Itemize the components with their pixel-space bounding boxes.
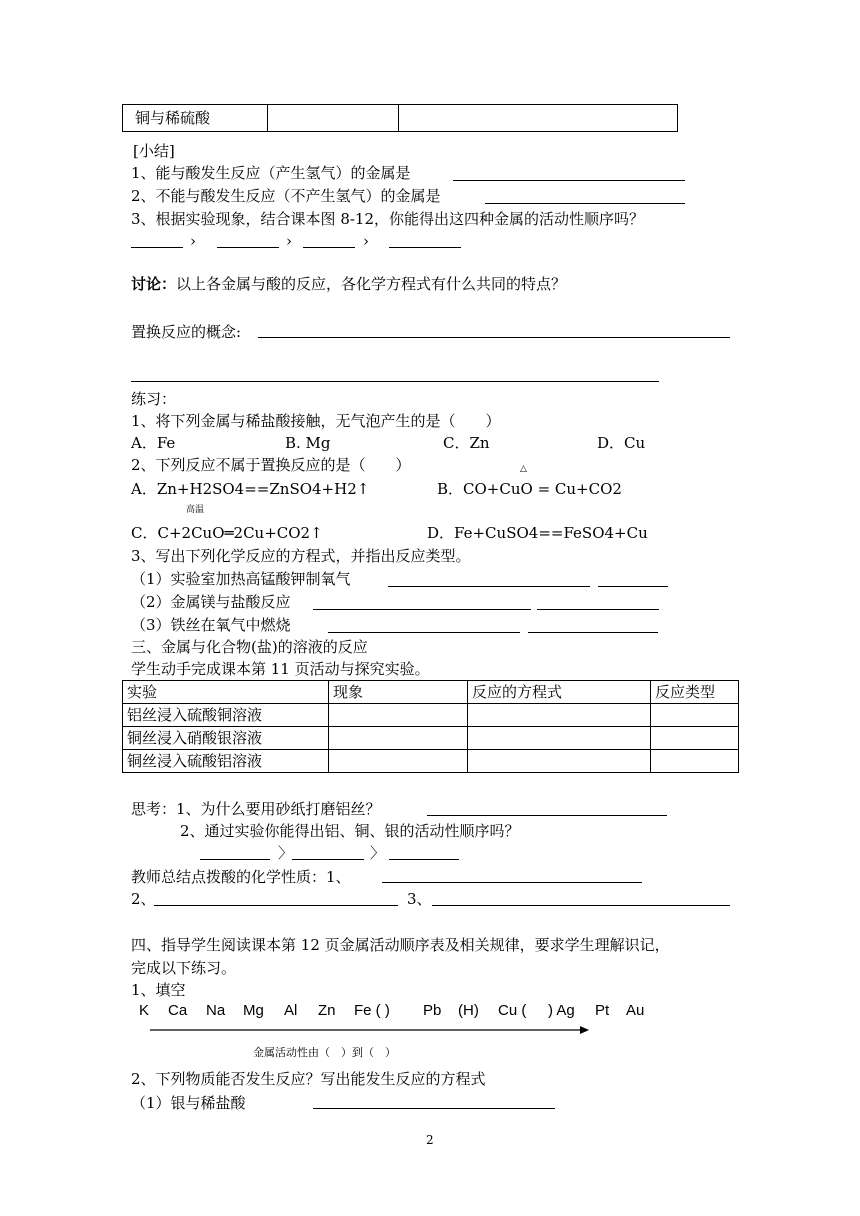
page-number: 2 — [426, 1133, 434, 1147]
table-cell — [468, 727, 651, 750]
answer-blank[interactable] — [485, 203, 685, 204]
table-row — [123, 750, 739, 773]
answer-blank[interactable] — [598, 586, 668, 587]
answer-blank[interactable] — [537, 609, 659, 610]
table-cell: 铜与稀硫酸 — [123, 105, 268, 132]
activity-series-fe: Fe ( ) — [354, 1002, 390, 1019]
table-cell — [329, 704, 468, 727]
option-d: D．Fe+CuSO4==FeSO4+Cu — [427, 524, 648, 542]
answer-blank[interactable] — [313, 1108, 555, 1109]
summary-heading: [小结] — [133, 142, 175, 160]
option-a: A．Zn+H2SO4==ZnSO4+H2↑ — [131, 480, 370, 498]
summary-q1: 1、能与酸发生反应（产生氢气）的金属是 — [131, 164, 411, 182]
summary-q3: 3、根据实验现象，结合课本图 8-12，你能得出这四种金属的活动性顺序吗？ — [131, 210, 645, 228]
high-temp-condition: 高温 — [186, 505, 205, 515]
activity-series-au: Au — [626, 1002, 645, 1019]
activity-series-na: Na — [206, 1002, 226, 1019]
greater-than: › — [363, 232, 369, 250]
activity-arrow-icon — [150, 1024, 590, 1036]
top-table — [122, 104, 678, 132]
fill-heading: 1、填空 — [131, 981, 186, 999]
header-cell: 实验 — [123, 681, 329, 704]
activity-series-cu: Cu ( — [498, 1002, 527, 1019]
section4-q2: 2、下列物质能否发生反应？写出能发生反应的方程式 — [131, 1070, 486, 1088]
answer-blank[interactable] — [292, 859, 364, 860]
greater-than: › — [190, 232, 196, 250]
table-cell — [651, 727, 739, 750]
heat-condition: △ — [520, 464, 527, 474]
header-cell: 反应的方程式 — [468, 681, 651, 704]
option-c: C．C+2CuO═2Cu+CO2↑ — [131, 524, 323, 542]
activity-series-al: Al — [284, 1002, 298, 1019]
discussion-text: 以上各金属与酸的反应，各化学方程式有什么共同的特点？ — [176, 275, 567, 293]
table-cell: 铜丝浸入硝酸银溶液 — [123, 727, 329, 750]
practice-heading: 练习： — [131, 390, 177, 408]
table-cell: 铝丝浸入硫酸铜溶液 — [123, 704, 329, 727]
table-cell — [329, 750, 468, 773]
answer-blank[interactable] — [258, 337, 730, 338]
answer-blank[interactable] — [453, 180, 685, 181]
activity-series-h: (H) — [458, 1002, 479, 1019]
answer-blank[interactable] — [382, 882, 642, 883]
table-cell — [399, 105, 678, 132]
greater-than: 〉 — [278, 844, 294, 862]
option-b: B. Mg — [285, 434, 331, 452]
discussion-label: 讨论： — [131, 275, 177, 293]
thinking-q1: 思考：1、为什么要用砂纸打磨铝丝？ — [131, 800, 381, 818]
answer-blank[interactable] — [389, 859, 459, 860]
option-d: D．Cu — [597, 434, 646, 452]
teacher-item-2: 2、 — [131, 890, 156, 908]
q3-item-2: （2）金属镁与盐酸反应 — [131, 593, 291, 611]
experiment-table — [122, 680, 739, 773]
answer-blank[interactable] — [217, 247, 279, 248]
answer-blank[interactable] — [303, 247, 355, 248]
activity-series-zn: Zn — [318, 1002, 336, 1019]
answer-blank[interactable] — [389, 247, 461, 248]
table-cell — [268, 105, 399, 132]
table-cell — [651, 704, 739, 727]
table-cell: 铜丝浸入硫酸铝溶液 — [123, 750, 329, 773]
practice-q2: 2、下列反应不属于置换反应的是（ ） — [131, 456, 411, 474]
table-cell — [468, 704, 651, 727]
table-row — [123, 727, 739, 750]
definition-label: 置换反应的概念: — [131, 323, 242, 341]
activity-series-pt: Pt — [595, 1002, 610, 1019]
q3-item-1: （1）实验室加热高锰酸钾制氧气 — [131, 570, 351, 588]
section4-line2: 完成以下练习。 — [131, 959, 237, 977]
option-b: B．CO+CuO = Cu+CO2 — [437, 480, 622, 498]
option-a: A．Fe — [131, 434, 176, 452]
answer-blank[interactable] — [313, 609, 531, 610]
header-cell: 现象 — [329, 681, 468, 704]
answer-blank[interactable] — [200, 859, 270, 860]
section4-line1: 四、指导学生阅读课本第 12 页金属活动顺序表及相关规律，要求学生理解识记， — [131, 936, 670, 954]
activity-series-ag: ) Ag — [548, 1002, 575, 1019]
teacher-item-3: 3、 — [407, 890, 432, 908]
greater-than: 〉 — [370, 844, 386, 862]
table-row — [123, 105, 678, 132]
table-cell — [468, 750, 651, 773]
answer-blank[interactable] — [432, 905, 730, 906]
greater-than: › — [286, 232, 292, 250]
answer-blank[interactable] — [154, 905, 398, 906]
q3-item-3: （3）铁丝在氧气中燃烧 — [131, 616, 291, 634]
option-c: C．Zn — [443, 434, 490, 452]
answer-blank[interactable] — [388, 586, 590, 587]
table-cell — [329, 727, 468, 750]
practice-q1: 1、将下列金属与稀盐酸接触，无气泡产生的是（ ） — [131, 412, 501, 430]
answer-blank[interactable] — [528, 632, 658, 633]
activity-series-pb: Pb — [423, 1002, 442, 1019]
table-header-row — [123, 681, 739, 704]
answer-blank[interactable] — [427, 815, 667, 816]
answer-blank[interactable] — [131, 247, 183, 248]
section3-heading: 三、金属与化合物(盐)的溶液的反应 — [131, 638, 368, 656]
answer-blank[interactable] — [131, 381, 659, 382]
answer-blank[interactable] — [328, 632, 520, 633]
summary-q2: 2、不能与酸发生反应（不产生氢气）的金属是 — [131, 187, 441, 205]
header-cell: 反应类型 — [651, 681, 739, 704]
table-row — [123, 704, 739, 727]
teacher-summary: 教师总结点拨酸的化学性质：1、 — [131, 868, 351, 886]
section4-q2-item1: （1）银与稀盐酸 — [131, 1094, 246, 1112]
section3-intro: 学生动手完成课本第 11 页活动与探究实验。 — [131, 660, 430, 678]
activity-series-k: K — [139, 1002, 150, 1019]
discussion — [131, 274, 566, 294]
table-cell — [651, 750, 739, 773]
thinking-q2: 2、通过实验你能得出铝、铜、银的活动性顺序吗？ — [180, 822, 520, 840]
practice-q3: 3、写出下列化学反应的方程式，并指出反应类型。 — [131, 547, 471, 565]
activity-series-mg: Mg — [243, 1002, 264, 1019]
arrow-caption: 金属活动性由（ ）到（ ） — [253, 1046, 396, 1059]
activity-series-ca: Ca — [168, 1002, 188, 1019]
